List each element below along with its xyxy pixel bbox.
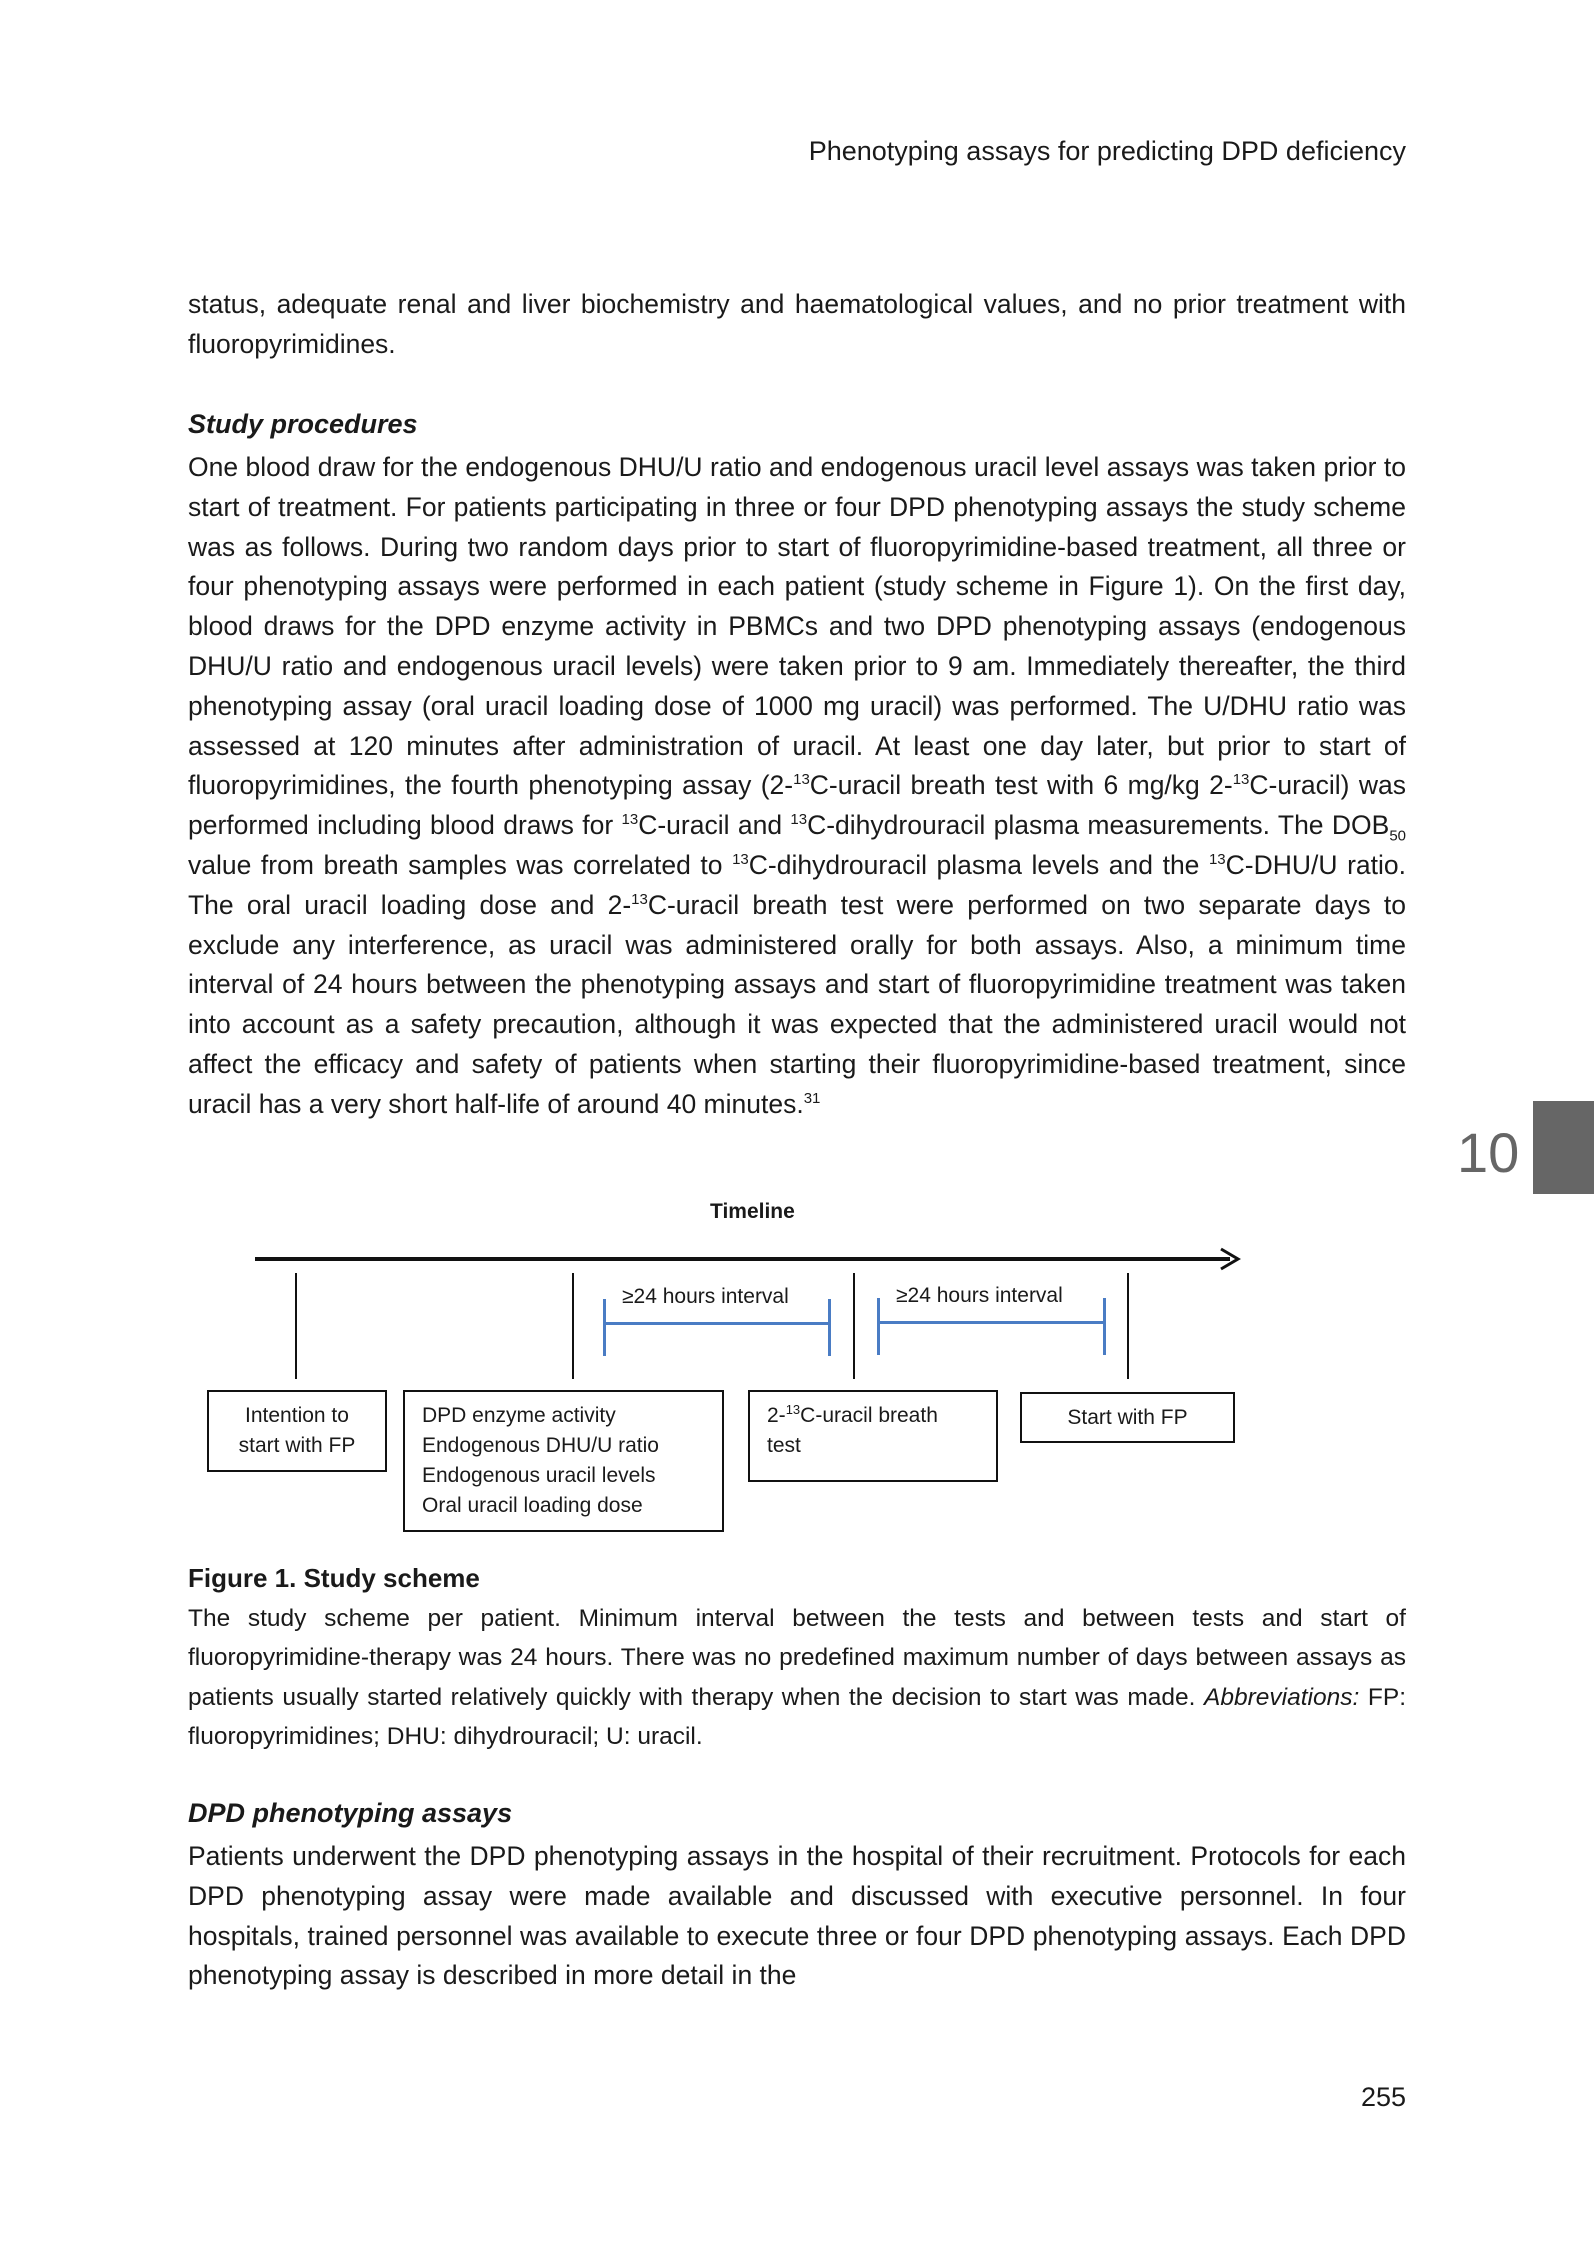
bracket-end bbox=[603, 1299, 606, 1356]
superscript: 13 bbox=[1232, 771, 1250, 789]
text-run: Patients underwent the DPD phenotyping assays in the hospital of their recruitment. Protocols for each DPD phenotyping assay were made available and discussed with executive personnel. In four hospitals, trained personnel was available to execute three or four DPD phenotyping assays. Each DPD phenotyping assay is described in more detail in the bbox=[188, 1841, 1406, 1991]
figure-caption bbox=[188, 1559, 1406, 1757]
page-number: 255 bbox=[1360, 2082, 1406, 2112]
running-header: Phenotyping assays for predicting DPD deficiency bbox=[808, 136, 1406, 166]
text-run: C-DHU/U ratio. The oral uracil loading dose and 2- bbox=[188, 849, 1406, 920]
text-run: value from breath samples was correlated to bbox=[188, 849, 733, 880]
box-line: Oral uracil loading dose bbox=[422, 1494, 643, 1517]
text-run: C-uracil) was performed including blood draws for bbox=[188, 770, 1406, 841]
superscript: 13 bbox=[631, 890, 648, 908]
text-run: C-dihydrouracil plasma levels and the bbox=[748, 849, 1209, 880]
paragraph-study-procedures bbox=[188, 448, 1406, 1125]
timeline-arrow-line bbox=[255, 1257, 1230, 1261]
superscript: 31 bbox=[803, 1089, 821, 1107]
box-line bbox=[767, 1401, 996, 1431]
heading-dpd-phenotyping-assays: DPD phenotyping assays bbox=[188, 1798, 513, 1828]
text-run: C-uracil breath test were performed on two separate days to exclude any interference, as uracil was administered orally for both assays. Also, a minimum time interval of 24 hours between the phenotyping assays and start of fluoropyrimidine treatment was taken into account as a safety precaution, although it was expected that the administered uracil would not affect the efficacy and safety of patients when starting their fluoropyrimidine-based treatment, since uracil has a very short half-life of around 40 minutes. bbox=[188, 889, 1406, 1119]
box-line: test bbox=[767, 1434, 801, 1457]
interval-label: ≥24 hours interval bbox=[622, 1285, 789, 1308]
box-line: Endogenous DHU/U ratio bbox=[422, 1434, 659, 1457]
superscript: 13 bbox=[793, 771, 810, 789]
box-line: Intention to bbox=[245, 1404, 349, 1427]
timeline-tick bbox=[853, 1273, 855, 1379]
chapter-tab-marker bbox=[1533, 1101, 1594, 1194]
box-line: DPD enzyme activity bbox=[422, 1404, 616, 1427]
superscript: 13 bbox=[1208, 851, 1226, 869]
caption-abbr-label: Abbreviations: bbox=[1204, 1683, 1360, 1711]
box-line: Start with FP bbox=[1067, 1406, 1188, 1429]
superscript: 13 bbox=[790, 811, 808, 829]
box-intention-to-start bbox=[207, 1390, 387, 1472]
chapter-tab-number: 10 bbox=[1457, 1121, 1520, 1184]
figure-caption-title: Figure 1. Study scheme bbox=[188, 1563, 480, 1593]
box-text: C-uracil breath bbox=[800, 1404, 938, 1427]
figure-timeline-title: Timeline bbox=[710, 1200, 795, 1223]
box-text: 2- bbox=[767, 1404, 786, 1427]
heading-study-procedures: Study procedures bbox=[188, 409, 418, 439]
paragraph-dpd-phenotyping-assays bbox=[188, 1837, 1406, 1996]
text-run: C-uracil and bbox=[638, 810, 791, 841]
timeline-tick bbox=[1127, 1273, 1129, 1379]
box-breath-test bbox=[748, 1390, 998, 1482]
superscript: 13 bbox=[732, 851, 749, 869]
box-first-day-assays bbox=[403, 1390, 724, 1532]
bracket-end bbox=[877, 1298, 880, 1355]
bracket-end bbox=[1103, 1298, 1106, 1355]
figure-caption-body bbox=[188, 1599, 1406, 1757]
caption-abbr-text: FP: fluoropyrimidines; DHU: dihydrouracil; U: uracil. bbox=[188, 1683, 1406, 1750]
subscript: 50 bbox=[1389, 827, 1406, 845]
box-start-with-fp bbox=[1020, 1392, 1235, 1443]
interval-label: ≥24 hours interval bbox=[896, 1284, 1063, 1307]
arrow-head-icon bbox=[1218, 1247, 1242, 1271]
text-run: status, adequate renal and liver biochemistry and haematological values, and no prior treatment with fluoropyrimidines. bbox=[188, 289, 1406, 359]
text-run: One blood draw for the endogenous DHU/U ratio and endogenous uracil level assays was taken prior to start of treatment. For patients participating in three or four DPD phenotyping assays the study scheme was as follows. During two random days prior to start of fluoropyrimidine-based treatment, all three or four phenotyping assays were performed in each patient (study scheme in Figure 1). On the first day, blood draws for the DPD enzyme activity in PBMCs and two DPD phenotyping assays (endogenous DHU/U ratio and endogenous uracil levels) were taken prior to 9 am. Immediately thereafter, the third phenotyping assay (oral uracil loading dose of 1000 mg uracil) was performed. The U/DHU ratio was assessed at 120 minutes after administration of uracil. At least one day later, but prior to start of fluoropyrimidines, the fourth phenotyping assay (2- bbox=[188, 452, 1406, 801]
box-line: Endogenous uracil levels bbox=[422, 1464, 656, 1487]
text-run: C-uracil breath test with 6 mg/kg 2- bbox=[809, 770, 1233, 801]
timeline-tick bbox=[572, 1273, 574, 1379]
paragraph-eligibility bbox=[188, 285, 1406, 365]
timeline-tick bbox=[295, 1273, 297, 1379]
caption-text: The study scheme per patient. Minimum interval between the tests and between tests and start of fluoropyrimidine-therapy was 24 hours. There was no predefined maximum number of days between assays as patients usually started relatively quickly with therapy when the decision to start was made. bbox=[188, 1604, 1406, 1711]
bracket-line bbox=[604, 1322, 830, 1325]
superscript: 13 bbox=[621, 811, 639, 829]
bracket-end bbox=[828, 1299, 831, 1356]
text-run: C-dihydrouracil plasma measurements. The DOB bbox=[807, 810, 1390, 841]
box-line: start with FP bbox=[238, 1434, 356, 1457]
superscript: 13 bbox=[785, 1402, 801, 1417]
bracket-line bbox=[878, 1321, 1104, 1324]
